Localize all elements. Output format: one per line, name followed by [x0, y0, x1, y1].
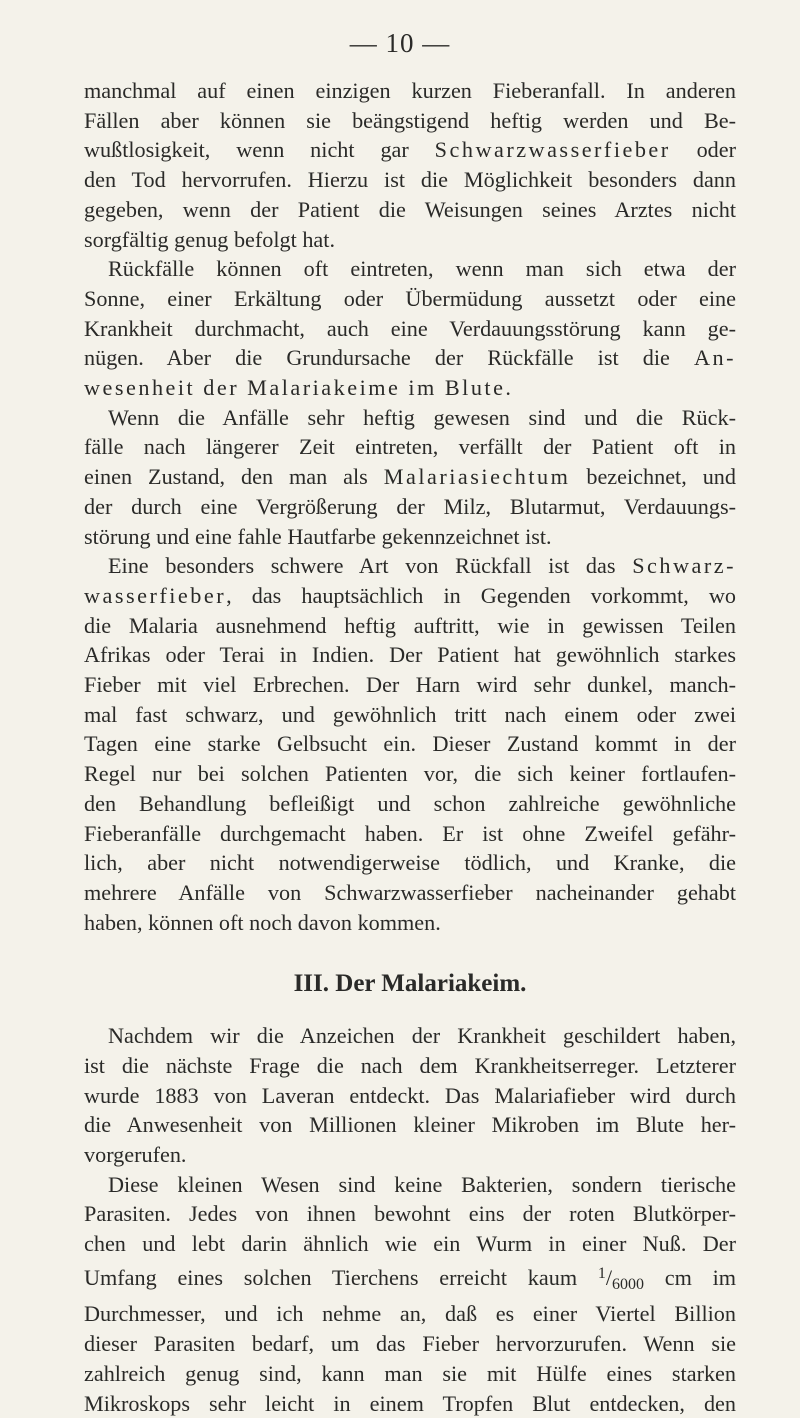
- text-line: die Anwesenheit von Millionen kleiner Mikroben im Blute her-: [84, 1112, 736, 1138]
- text-line: [84, 135, 736, 165]
- text-line: wurde 1883 von Laveran entdeckt. Das Malariafieber wird durch: [84, 1082, 736, 1108]
- text-line: Tagen eine starke Gelbsucht ein. Dieser Zustand kommt in der: [84, 731, 736, 757]
- emphasized-term: Schwarz-: [632, 553, 736, 579]
- text-segment: , das hauptsächlich in Gegenden vorkommt, wo: [226, 582, 736, 608]
- text-line: Durchmesser, und ich nehme an, daß es einer Viertel Billion: [84, 1301, 736, 1327]
- text-line: lich, aber nicht notwendigerweise tödlich, und Kranke, die: [84, 850, 736, 876]
- text-line: [84, 551, 736, 581]
- text-line: störung und eine fahle Hautfarbe gekennzeichnet ist.: [84, 523, 552, 549]
- text-line: Diese kleinen Wesen sind keine Bakterien, sondern tierische: [108, 1171, 736, 1197]
- text-line: [84, 343, 736, 373]
- text-line: vorgerufen.: [84, 1141, 187, 1167]
- text-segment: cm im: [644, 1264, 736, 1290]
- text-line: mehrere Anfälle von Schwarzwasserfieber nacheinander gehabt: [84, 879, 736, 905]
- text-segment: nügen. Aber die Grundursache der Rückfälle ist die: [84, 345, 694, 371]
- text-line: Regel nur bei solchen Patienten vor, die sich keiner fortlaufen-: [84, 761, 736, 787]
- text-line: Fieber mit viel Erbrechen. Der Harn wird sehr dunkel, manch-: [84, 672, 736, 698]
- emphasized-term: An-: [693, 345, 736, 371]
- emphasized-term: wasserfieber: [84, 582, 227, 608]
- text-line: [84, 581, 736, 611]
- text-line: dieser Parasiten bedarf, um das Fieber hervorzurufen. Wenn sie: [84, 1331, 736, 1357]
- text-line: chen und lebt darin ähnlich wie ein Wurm in einer Nuß. Der: [84, 1231, 736, 1257]
- text-segment: Umfang eines solchen Tierchens erreicht kaum: [84, 1264, 598, 1290]
- text-line: gegeben, wenn der Patient die Weisungen seines Arztes nicht: [84, 196, 736, 222]
- text-line: den Behandlung befleißigt und schon zahlreiche gewöhnliche: [84, 790, 736, 816]
- fraction-numerator: 1: [597, 1264, 606, 1282]
- text-line: [84, 462, 736, 492]
- text-line: haben, können oft noch davon kommen.: [84, 909, 441, 935]
- text-line: Fällen aber können sie beängstigend heftig werden und Be-: [84, 107, 736, 133]
- emphasized-term: Malariasiechtum: [383, 464, 571, 490]
- text-line: den Tod hervorrufen. Hierzu ist die Möglichkeit besonders dann: [84, 167, 736, 193]
- body-text: [84, 76, 736, 1418]
- text-line: Sonne, einer Erkältung oder Übermüdung aussetzt oder eine: [84, 285, 736, 311]
- fraction-denominator: 6000: [612, 1275, 644, 1293]
- text-segment: oder: [670, 137, 736, 163]
- text-line: ist die nächste Frage die nach dem Krankheitserreger. Letzterer: [84, 1052, 736, 1078]
- text-line: mal fast schwarz, und gewöhnlich tritt nach einem oder zwei: [84, 701, 736, 727]
- text-line: Mikroskops sehr leicht in einem Tropfen Blut entdecken, den: [84, 1390, 736, 1416]
- text-line: Rückfälle können oft eintreten, wenn man sich etwa der: [108, 256, 736, 282]
- text-line: [84, 1259, 736, 1300]
- text-segment: einen Zustand, den man als: [84, 464, 384, 490]
- text-line: Afrikas oder Terai in Indien. Der Patient hat gewöhnlich starkes: [84, 642, 736, 668]
- text-segment: Eine besonders schwere Art von Rückfall ist das: [108, 553, 633, 579]
- fraction: $^1/_{6000}$: [597, 1264, 644, 1293]
- text-line: wesenheit der Malariakeime im Blute.: [84, 375, 514, 401]
- text-line: zahlreich genug sind, kann man sie mit Hülfe eines starken: [84, 1360, 736, 1386]
- text-segment: bezeichnet, und: [570, 464, 736, 490]
- text-line: Nachdem wir die Anzeichen der Krankheit geschildert haben,: [108, 1023, 736, 1049]
- text-line: fälle nach längerer Zeit eintreten, verfällt der Patient oft in: [84, 434, 736, 460]
- section-heading: III. Der Malariakeim.: [293, 970, 527, 998]
- text-line: Krankheit durchmacht, auch eine Verdauungsstörung kann ge-: [84, 315, 736, 341]
- text-line: Fieberanfälle durchgemacht haben. Er ist ohne Zweifel gefähr-: [84, 820, 736, 846]
- text-line: sorgfältig genug befolgt hat.: [84, 226, 335, 252]
- text-line: Wenn die Anfälle sehr heftig gewesen sind und die Rück-: [108, 404, 736, 430]
- page-number: — 10 —: [349, 28, 451, 58]
- text-line: Parasiten. Jedes von ihnen bewohnt eins der roten Blutkörper-: [84, 1201, 736, 1227]
- emphasized-term: Schwarzwasserfieber: [434, 137, 671, 163]
- text-line: die Malaria ausnehmend heftig auftritt, wie in gewissen Teilen: [84, 612, 736, 638]
- text-line: manchmal auf einen einzigen kurzen Fieberanfall. In anderen: [84, 78, 736, 103]
- text-segment: wußtlosigkeit, wenn nicht gar: [84, 137, 435, 163]
- text-line: der durch eine Vergrößerung der Milz, Blutarmut, Verdauungs-: [84, 493, 736, 519]
